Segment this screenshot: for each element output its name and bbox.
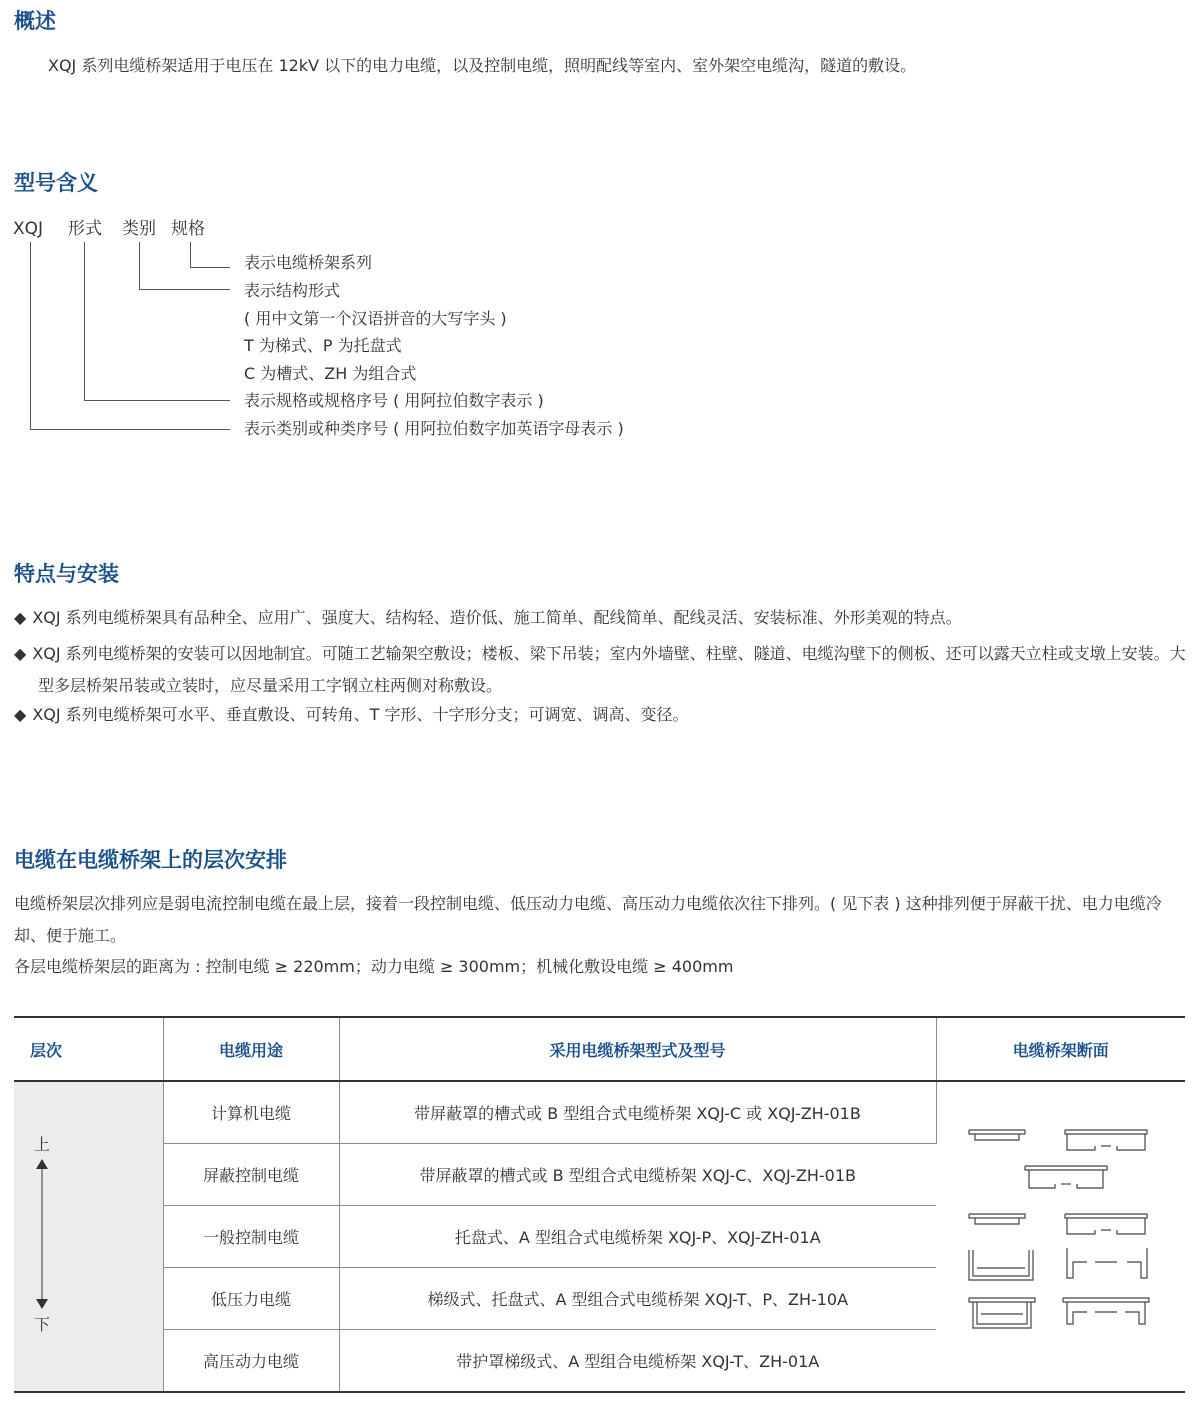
tray-section-combined-1 bbox=[1065, 1130, 1147, 1150]
model-line-pinyin: ( 用中文第一个汉语拼音的大写字头 ) bbox=[244, 309, 507, 328]
layer-top-label: 上 bbox=[34, 1135, 51, 1154]
table-row bbox=[14, 1081, 1185, 1144]
connector-class-h bbox=[139, 289, 230, 290]
col-header-section: 电缆桥架断面 bbox=[936, 1017, 1185, 1081]
tray-section-covered-ladder bbox=[969, 1298, 1035, 1328]
up-down-arrow-icon bbox=[32, 1158, 52, 1310]
tray-section-flat-1 bbox=[969, 1130, 1025, 1140]
cell-use: 低压力电缆 bbox=[163, 1268, 339, 1330]
tray-section-flat-2 bbox=[969, 1214, 1025, 1224]
arrangement-para-2: 各层电缆桥架层的距离为 : 控制电缆 ≥ 220mm；动力电缆 ≥ 300mm；机械化敷设电缆 ≥ 400mm bbox=[14, 957, 734, 976]
col-header-layer: 层次 bbox=[14, 1017, 163, 1081]
overview-heading: 概述 bbox=[14, 9, 56, 33]
model-line-tp: T 为梯式、P 为托盘式 bbox=[244, 336, 402, 355]
model-heading: 型号含义 bbox=[14, 171, 98, 195]
cell-use: 高压动力电缆 bbox=[163, 1330, 339, 1393]
cell-type: 带屏蔽罩的槽式或 B 型组合式电缆桥架 XQJ-C、XQJ-ZH-01B bbox=[339, 1144, 936, 1206]
arrangement-para-1: 电缆桥架层次排列应是弱电流控制电缆在最上层，接着一段控制电缆、低压动力电缆、高压动力电缆依次往下排列。( 见下表 ) 这种排列便于屏蔽干扰、电力电缆冷却、便于施工。 bbox=[14, 894, 1162, 945]
cable-layer-table bbox=[14, 1016, 1185, 1393]
connector-xqj-v bbox=[30, 242, 31, 430]
feature-item-3: ◆ XQJ 系列电缆桥架可水平、垂直敷设、可转角、T 字形、十字形分支；可调宽、调高、变径。 bbox=[14, 705, 689, 724]
cell-type: 托盘式、A 型组合式电缆桥架 XQJ-P、XQJ-ZH-01A bbox=[339, 1206, 936, 1268]
tray-section-covered-trough bbox=[1063, 1298, 1149, 1324]
overview-text: XQJ 系列电缆桥架适用于电压在 12kV 以下的电力电缆，以及控制电缆，照明配线等室内、室外架空电缆沟，隧道的敷设。 bbox=[48, 56, 917, 75]
model-part-xqj: XQJ bbox=[13, 219, 44, 239]
section-drawings bbox=[936, 1081, 1185, 1392]
feature-item-2: ◆ XQJ 系列电缆桥架的安装可以因地制宜。可随工艺输架空敷设；楼板、梁下吊装；室内外墙壁、柱壁、隧道、电缆沟壁下的侧板、还可以露天立柱或支墩上安装。大型多层桥架吊装或立装时，应尽量采用工字钢立柱两侧对称敷设。 bbox=[14, 644, 1186, 695]
tray-section-combined-2 bbox=[1025, 1166, 1107, 1188]
bullet-icon: ◆ bbox=[14, 644, 27, 663]
model-part-class: 类别 bbox=[122, 219, 156, 239]
connector-spec-v bbox=[190, 242, 191, 268]
layer-indicator bbox=[14, 1081, 163, 1392]
features-heading: 特点与安装 bbox=[14, 562, 119, 586]
model-line-series: 表示电缆桥架系列 bbox=[244, 253, 373, 272]
col-header-type: 采用电缆桥架型式及型号 bbox=[339, 1017, 936, 1081]
connector-form-h bbox=[84, 400, 230, 401]
connector-class-v bbox=[139, 242, 140, 290]
model-line-spec: 表示规格或规格序号 ( 用阿拉伯数字表示 ) bbox=[244, 391, 544, 410]
tray-section-drawings bbox=[937, 1082, 1186, 1387]
tray-section-trough bbox=[1067, 1248, 1147, 1278]
cell-type: 梯级式、托盘式、A 型组合式电缆桥架 XQJ-T、P、ZH-10A bbox=[339, 1268, 936, 1330]
tray-section-ladder bbox=[969, 1250, 1033, 1280]
connector-xqj-h bbox=[30, 429, 230, 430]
connector-spec-h bbox=[190, 267, 230, 268]
model-line-structure: 表示结构形式 bbox=[244, 281, 341, 300]
model-line-class: 表示类别或种类序号 ( 用阿拉伯数字加英语字母表示 ) bbox=[244, 419, 624, 438]
cell-type: 带护罩梯级式、A 型组合电缆桥架 XQJ-T、ZH-01A bbox=[339, 1330, 936, 1393]
tray-section-combined-3 bbox=[1065, 1214, 1147, 1234]
col-header-use: 电缆用途 bbox=[163, 1017, 339, 1081]
cell-use: 一般控制电缆 bbox=[163, 1206, 339, 1268]
cell-use: 计算机电缆 bbox=[163, 1081, 339, 1144]
model-line-czh: C 为槽式、ZH 为组合式 bbox=[244, 364, 417, 383]
model-part-spec: 规格 bbox=[171, 219, 205, 239]
cell-type: 带屏蔽罩的槽式或 B 型组合式电缆桥架 XQJ-C 或 XQJ-ZH-01B bbox=[339, 1081, 936, 1144]
bullet-icon: ◆ bbox=[14, 608, 27, 627]
bullet-icon: ◆ bbox=[14, 705, 27, 724]
model-part-form: 形式 bbox=[68, 219, 102, 239]
cell-use: 屏蔽控制电缆 bbox=[163, 1144, 339, 1206]
layer-bottom-label: 下 bbox=[34, 1315, 51, 1334]
arrangement-heading: 电缆在电缆桥架上的层次安排 bbox=[14, 848, 287, 872]
feature-item-1: ◆ XQJ 系列电缆桥架具有品种全、应用广、强度大、结构轻、造价低、施工简单、配线简单、配线灵活、安装标准、外形美观的特点。 bbox=[14, 608, 962, 627]
connector-form-v bbox=[84, 242, 85, 401]
